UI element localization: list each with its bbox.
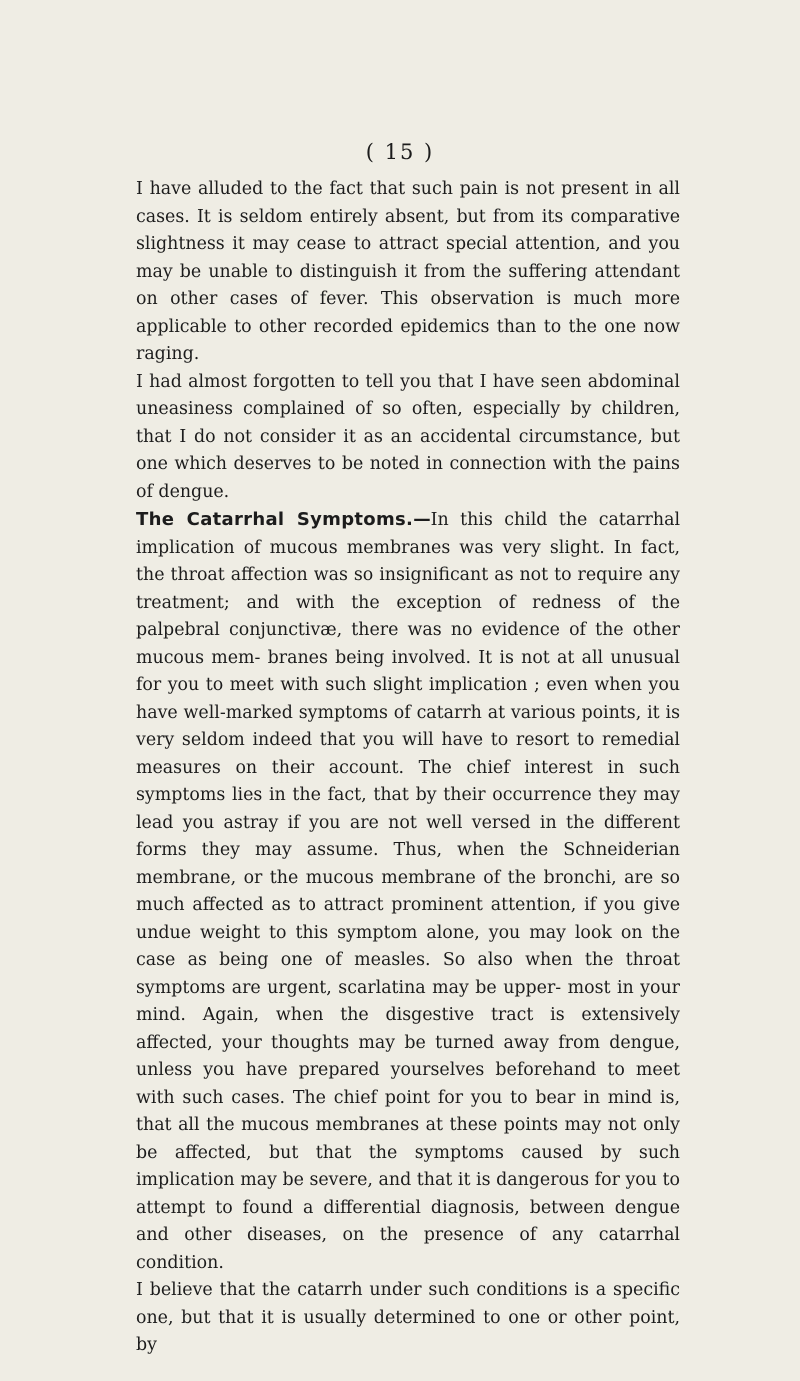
body-text	[136, 176, 680, 1360]
paragraph-1: I have alluded to the fact that such pain is not present in all cases. It is seldom entirely absent, but from its comparative slightness it may cease to attract special attention, and you may be unable to distinguish it from the suffering attendant on other cases of fever. This observation is much more applicable to other recorded epidemics than to the one now raging.	[136, 179, 680, 364]
paragraph-3	[136, 506, 680, 1277]
paragraph-3-text: In this child the catarrhal implication of mucous membranes was very slight. In fact, the throat affection was so insignificant as not to require any treatment; and with the exception of redness of the palpebral conjunctivæ, there was no evidence of the other mucous mem- branes being involved. It is not at all unusual for you to meet with such slight implication ; even when you have well-marked symptoms of catarrh at various points, it is very seldom indeed that you will have to resort to remedial measures on their account. The chief interest in such symptoms lies in the fact, that by their occurrence they may lead you astray if you are not well versed in the different forms they may assume. Thus, when the Schneiderian membrane, or the mucous membrane of the bronchi, are so much affected as to attract prominent attention, if you give undue weight to this symptom alone, you may look on the case as being one of measles. So also when the throat symptoms are urgent, scarlatina may be upper- most in your mind. Again, when the disgestive tract is extensively affected, your thoughts may be turned away from dengue, unless you have prepared yourselves beforehand to meet with such cases. The chief point for you to bear in mind is, that all the mucous membranes at these points may not only be affected, but that the symptoms caused by such implication may be severe, and that it is dangerous for you to attempt to found a differential diagnosis, between dengue and other diseases, on the presence of any catarrhal condition.	[136, 510, 681, 1273]
page-number: ( 15 )	[365, 140, 435, 164]
paragraph-2: I had almost forgotten to tell you that I have seen abdominal uneasiness complained of so often, especially by children, that I do not consider it as an accidental circumstance, but one which deserves to be noted in connection with the pains of dengue.	[136, 371, 680, 502]
paragraph-4: I believe that the catarrh under such conditions is a specific one, but that it is usually determined to one or other point, by	[136, 1280, 680, 1355]
heading-dash: —	[413, 510, 431, 530]
section-heading: The Catarrhal Symptoms.	[136, 509, 414, 530]
